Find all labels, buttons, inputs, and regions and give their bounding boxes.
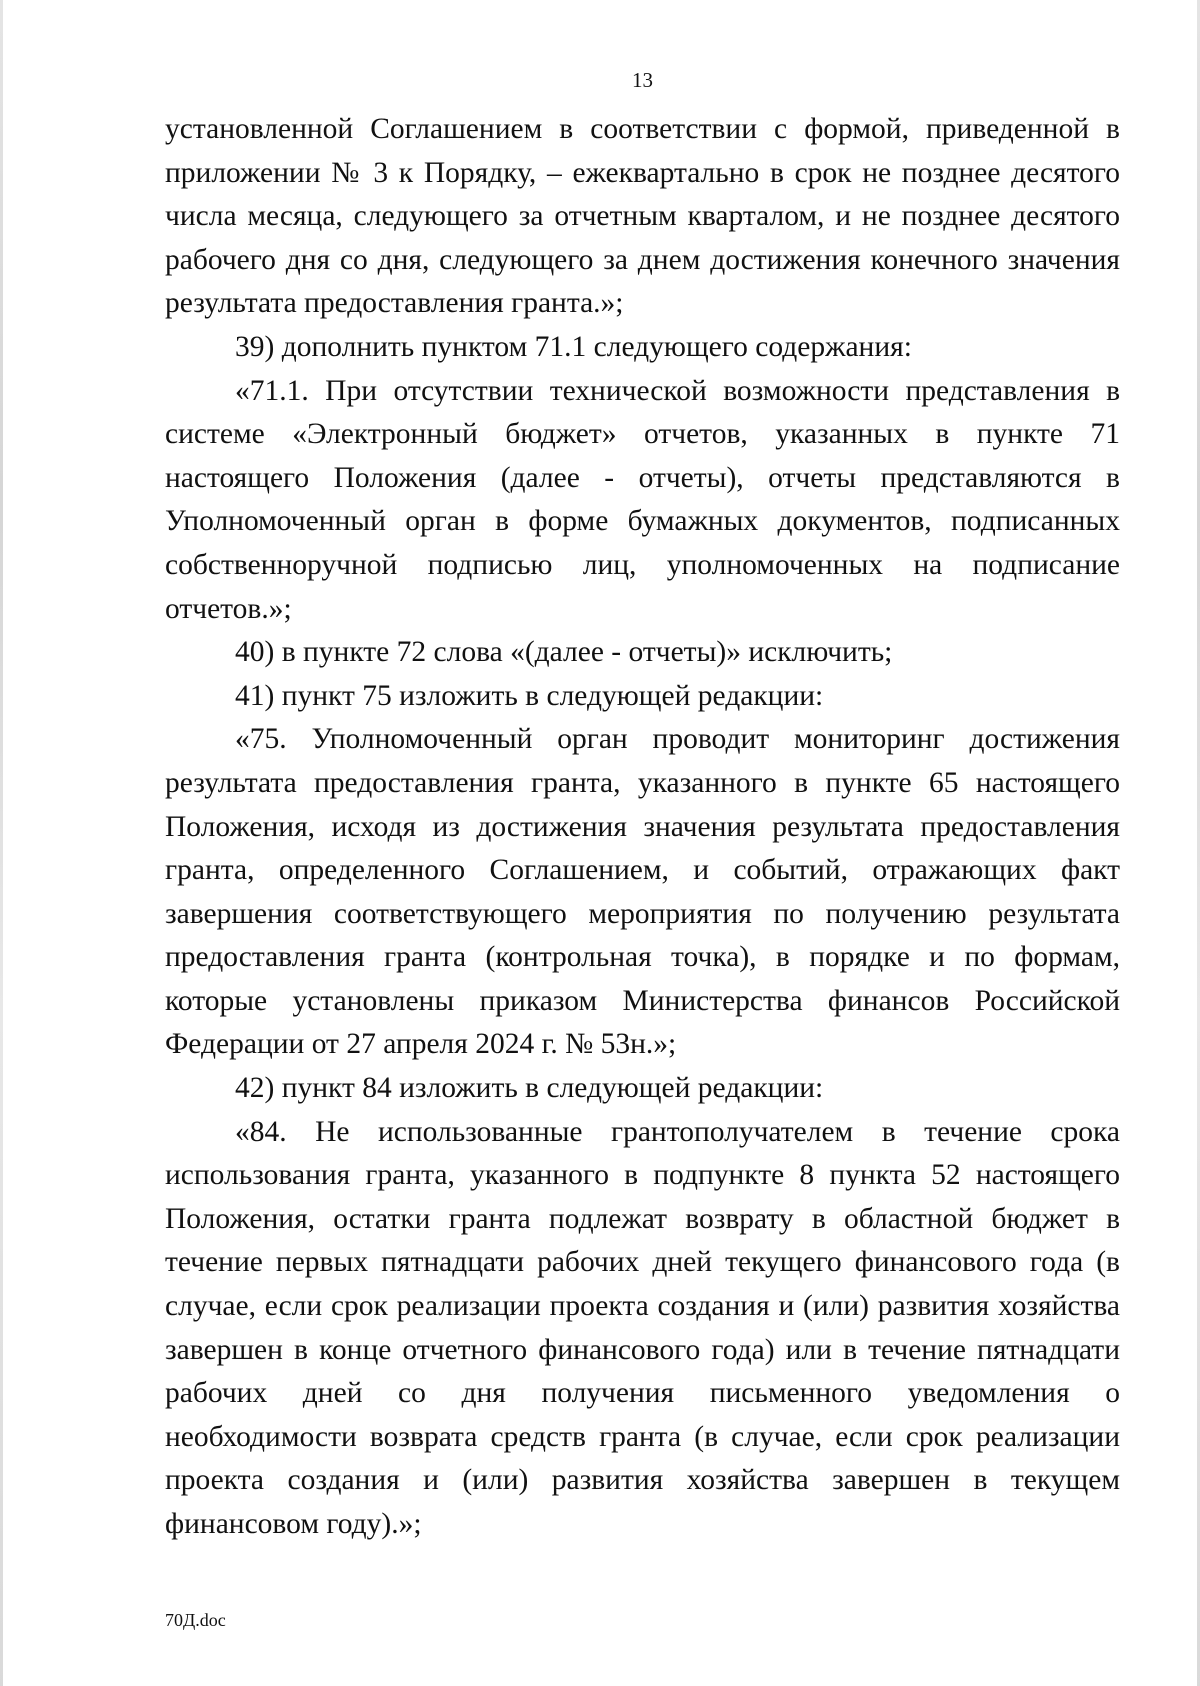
paragraph-continuation: установленной Соглашением в соответствии с формой, приведенной в приложении № 3 к Порядку, – ежеквартально в срок не позднее десятого числа месяца, следующего за отчетным кварталом, и не позднее десятого рабочего дня со дня, следующего за днем достижения конечного значения результата предоставления гранта.»; [165,113,1120,320]
paragraph-item-40: 40) в пункте 72 слова «(далее - отчеты)» исключить; [235,636,893,669]
paragraph-item-39: 39) дополнить пунктом 71.1 следующего содержания: [235,330,912,363]
paragraph-clause-84: «84. Не использованные грантополучателем в течение срока использования гранта, указанного в подпункте 8 пункта 52 настоящего Положения, остатки гранта подлежат возврату в областной бюджет в течение первых пятнадцати рабочих дней текущего финансового года (в случае, если срок реализации проекта создания и (или) развития хозяйства завершен в конце отчетного финансового года) или в течение пятнадцати рабочих дней со дня получения письменного уведомления о необходимости возврата средств гранта (в случае, если срок реализации проекта создания и (или) развития хозяйства завершен в текущем финансовом году).»; [165,1115,1120,1540]
scan-edge-left [0,0,3,1686]
paragraph-clause-71-1: «71.1. При отсутствии технической возможности представления в системе «Электронный бюджет» отчетов, указанных в пункте 71 настоящего Положения (далее - отчеты), отчеты представляются в Уполномоченный орган в форме бумажных документов, подписанных собственноручной подписью лиц, уполномоченных на подписание отчетов.»; [165,374,1120,625]
document-body [165,108,1120,1547]
footer-file-name: 70Д.doc [165,1610,226,1630]
paragraph-item-41: 41) пункт 75 изложить в следующей редакции: [235,679,824,712]
paragraph-item-42: 42) пункт 84 изложить в следующей редакции: [235,1072,824,1105]
page-number: 13 [632,68,653,92]
paragraph-clause-75: «75. Уполномоченный орган проводит мониторинг достижения результата предоставления гранта, указанного в пункте 65 настоящего Положения, исходя из достижения значения результата предоставления гранта, определенного Соглашением, и событий, отражающих факт завершения соответствующего мероприятия по получению результата предоставления гранта (контрольная точка), в порядке и по формам, которые установлены приказом Министерства финансов Российской Федерации от 27 апреля 2024 г. № 53н.»; [165,723,1120,1061]
